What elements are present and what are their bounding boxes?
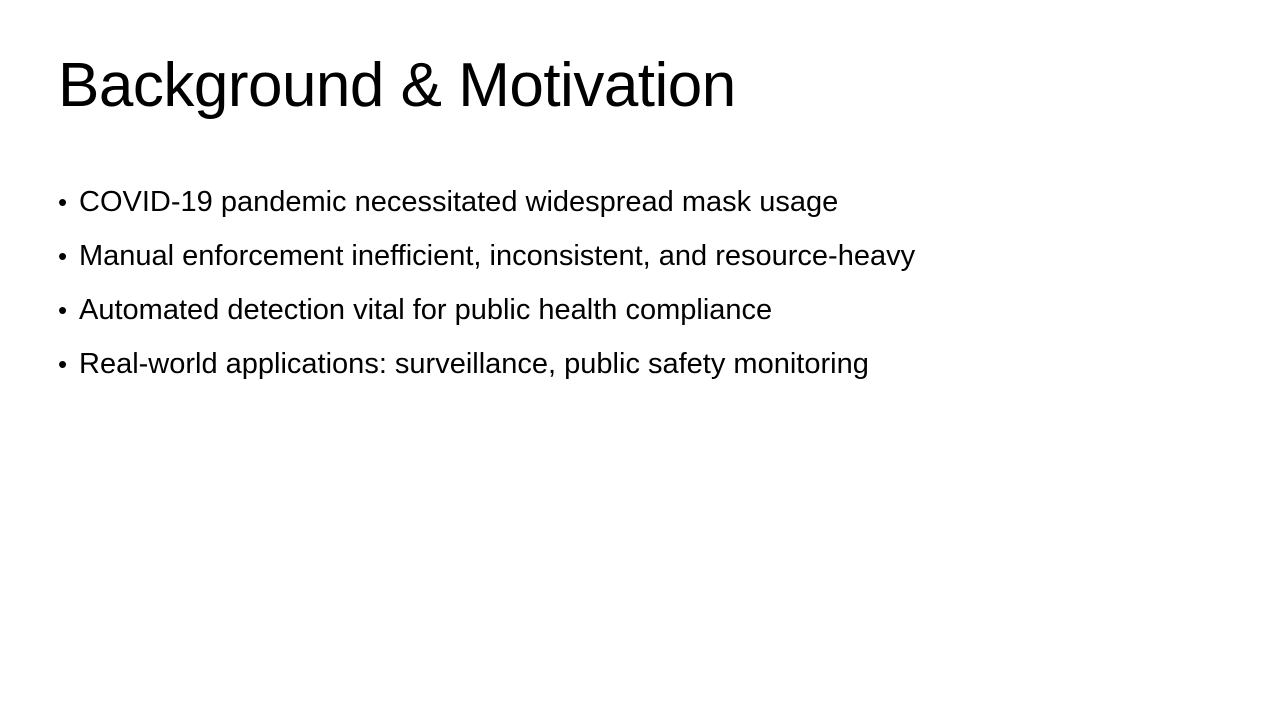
bullet-item	[58, 283, 915, 337]
slide-title: Background & Motivation	[58, 51, 736, 120]
bullet-marker: •	[58, 349, 68, 379]
bullet-list	[58, 175, 915, 391]
bullet-marker: •	[58, 187, 68, 217]
bullet-text: Real-world applications: surveillance, public safety monitoring	[79, 348, 869, 380]
bullet-marker: •	[58, 295, 68, 325]
bullet-item	[58, 337, 915, 391]
bullet-text: Manual enforcement inefficient, inconsistent, and resource-heavy	[79, 240, 916, 272]
bullet-marker: •	[58, 241, 68, 271]
bullet-text: COVID-19 pandemic necessitated widespread mask usage	[79, 186, 839, 218]
bullet-item	[58, 175, 915, 229]
bullet-text: Automated detection vital for public health compliance	[79, 294, 773, 326]
bullet-item	[58, 229, 915, 283]
